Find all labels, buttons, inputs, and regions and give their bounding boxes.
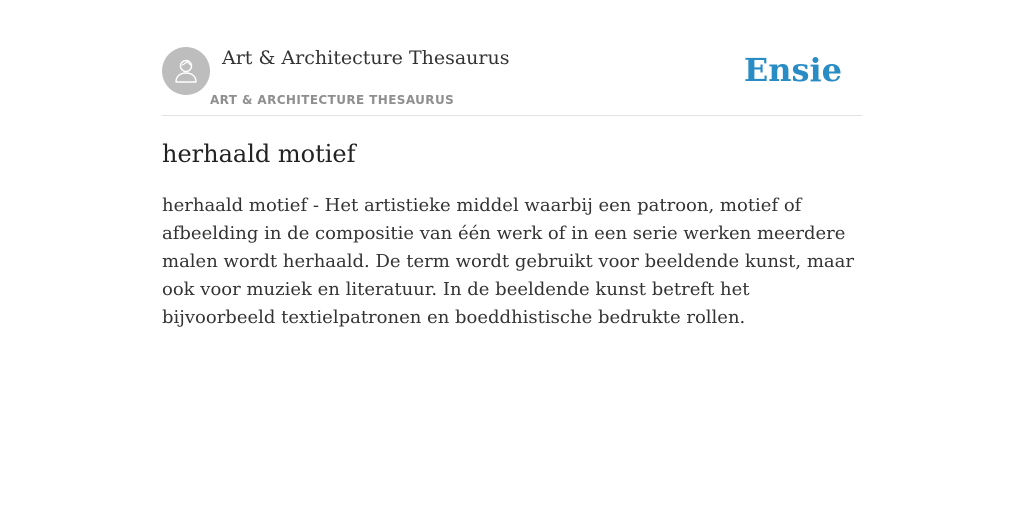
user-icon [171, 56, 201, 86]
term-definition: herhaald motief - Het artistieke middel waarbij een patroon, motief of afbeelding in de compositie van één werk of in een serie werken meerdere malen wordt herhaald. De term wordt gebruikt voor beeldende kunst, maar ook voor muziek en literatuur. In de beeldende kunst betreft het bijvoorbeeld textielpatronen en boeddhistische bedrukte rollen. [162, 195, 854, 328]
author-name[interactable]: Art & Architecture Thesaurus [222, 47, 510, 69]
entry-card [162, 0, 862, 328]
avatar[interactable] [162, 47, 210, 95]
brand-logo[interactable]: Ensie [743, 51, 842, 89]
entry-header [162, 0, 862, 116]
term-title: herhaald motief [162, 140, 356, 168]
source-label[interactable]: ART & ARCHITECTURE THESAURUS [210, 93, 455, 107]
